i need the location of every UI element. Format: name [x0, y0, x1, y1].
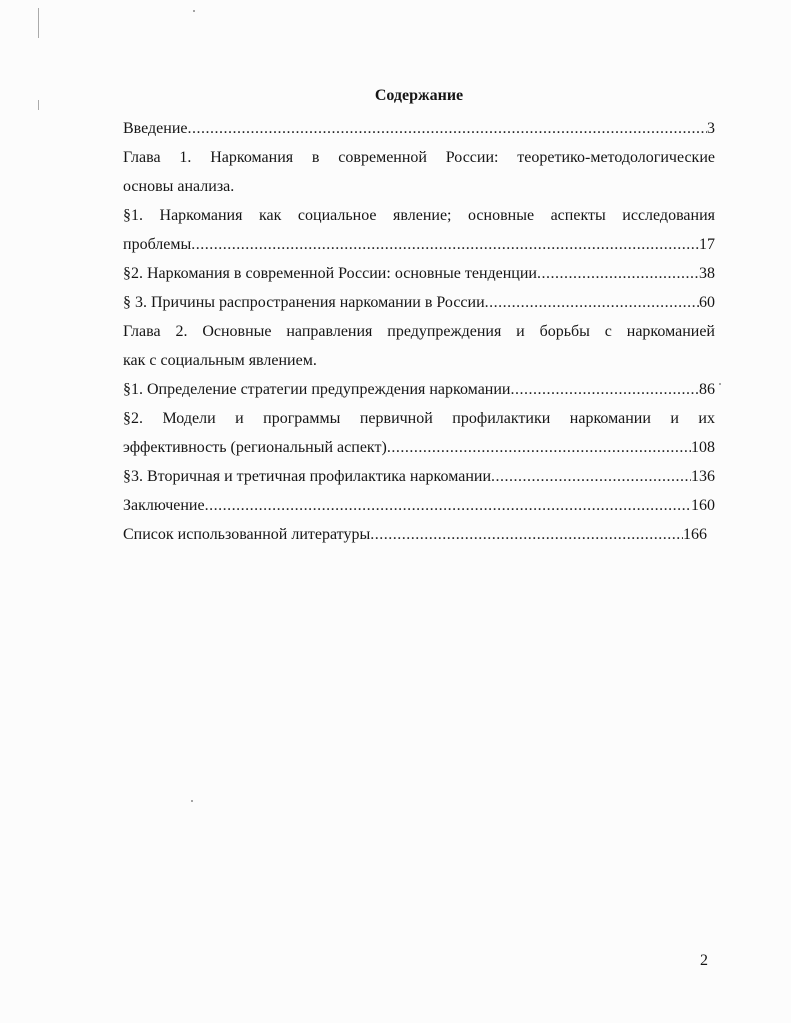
toc-chapter-heading: Глава 2. Основные направления предупреждения и борьбы с наркоманией [123, 323, 715, 340]
toc-entry-label: § 3. Причины распространения наркомании в России [123, 294, 485, 311]
toc-entry-page: 160 [691, 497, 715, 514]
toc-leader-dots [537, 259, 699, 288]
toc-leader-dots [370, 520, 683, 549]
toc-entry-page: 38 [699, 265, 715, 282]
toc-entry-line: §2. Модели и программы первичной профилактики наркомании и их [123, 410, 715, 427]
toc-entry-label: Введение [123, 120, 188, 137]
toc-entry [123, 259, 715, 288]
toc-leader-dots [491, 462, 691, 491]
toc-entry [123, 114, 715, 143]
toc-entry [123, 520, 707, 549]
page-title: Содержание [374, 87, 464, 104]
toc-leader-dots [191, 230, 699, 259]
toc-entry-page: 108 [691, 439, 715, 456]
toc-leader-dots [188, 114, 708, 143]
toc-entry [123, 433, 715, 462]
toc-leader-dots [485, 288, 699, 317]
toc-entry-label: Заключение [123, 497, 205, 514]
toc-entry-label: проблемы [123, 236, 192, 253]
scan-speck [193, 10, 195, 12]
toc-entry-page: 3 [707, 120, 715, 137]
page-number: 2 [700, 952, 708, 969]
toc-chapter-heading-cont: как с социальным явлением. [123, 352, 317, 369]
toc-entry [123, 230, 715, 259]
table-of-contents [123, 114, 715, 549]
toc-chapter-heading: Глава 1. Наркомания в современной России: теоретико-методологические [123, 149, 715, 166]
toc-entry [123, 375, 715, 404]
toc-entry [123, 462, 715, 491]
toc-leader-dots [510, 375, 699, 404]
toc-entry-page: 136 [691, 468, 715, 485]
toc-entry [123, 288, 715, 317]
scan-speck [191, 800, 193, 802]
scan-speck [719, 383, 721, 385]
toc-entry-label: §3. Вторичная и третичная профилактика наркомании [123, 468, 492, 485]
toc-entry-page: 86 [699, 381, 715, 398]
toc-leader-dots [387, 433, 691, 462]
toc-entry-page: 60 [699, 294, 715, 311]
toc-entry-line: §1. Наркомания как социальное явление; основные аспекты исследования [123, 207, 715, 224]
scan-edge-mark [38, 8, 39, 38]
toc-entry-label: §2. Наркомания в современной России: основные тенденции [123, 265, 537, 282]
toc-entry-page: 166 [683, 526, 707, 543]
toc-leader-dots [205, 491, 691, 520]
toc-entry [123, 491, 715, 520]
toc-entry-label: Список использованной литературы [123, 526, 371, 543]
toc-chapter-heading-cont: основы анализа. [123, 178, 235, 195]
toc-entry-label: эффективность (региональный аспект) [123, 439, 387, 456]
toc-entry-label: §1. Определение стратегии предупреждения наркомании [123, 381, 511, 398]
toc-entry-page: 17 [699, 236, 715, 253]
